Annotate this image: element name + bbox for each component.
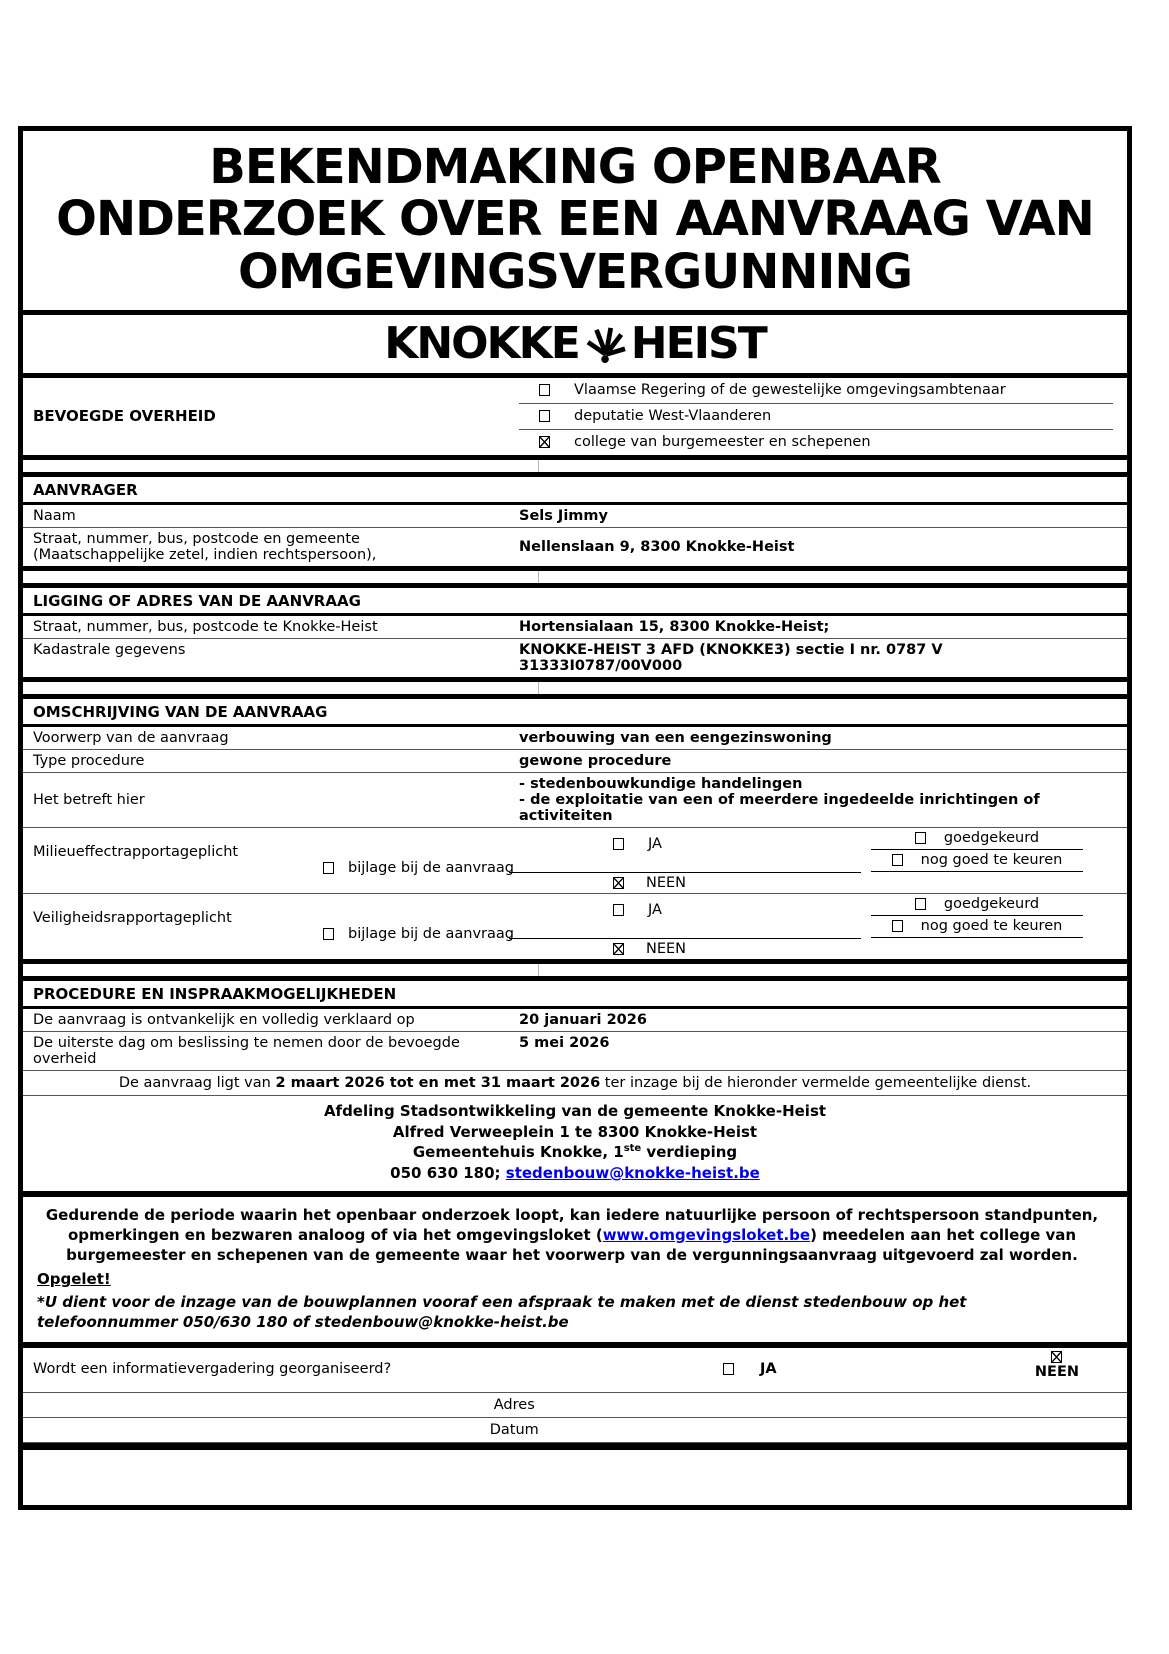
dienst-adres: Alfred Verweeplein 1 te 8300 Knokke-Heist [392, 1122, 758, 1141]
thick-divider [23, 1443, 1127, 1450]
option-deputatie [519, 403, 1113, 429]
table-row-informatievergadering [23, 1348, 1127, 1393]
adres-footer-label: Adres [493, 1397, 535, 1414]
approval-options [871, 828, 1083, 872]
checkbox [539, 410, 550, 422]
opgelet-label: Opgelet! [37, 1270, 111, 1289]
section-procedure [23, 981, 1127, 1191]
neen-label: NEEN [646, 940, 687, 957]
ja-label: JA [648, 901, 662, 918]
uiterste-value: 5 mei 2026 [519, 1034, 610, 1051]
notice-paragraph: Gedurende de periode waarin het openbaar onderzoek loopt, kan iedere natuurlijke persoon of rechtspersoon standpunten, opmerkingen en bezwaren analoog of via het omgevingsloket (www.omgevingsloket.be) meedelen aan het college van burgemeester en schepenen van de gemeente waar het voorwerp van de vergunningsaanvraag uitgevoerd zal worden. [45, 1205, 1099, 1265]
table-row-kadaster [23, 639, 1127, 677]
straat-value: Hortensialaan 15, 8300 Knokke-Heist; [519, 618, 830, 635]
adres-value: Nellenslaan 9, 8300 Knokke-Heist [519, 538, 795, 555]
voorwerp-value: verbouwing van een eengezinswoning [519, 729, 832, 746]
option-label: deputatie West-Vlaanderen [574, 408, 772, 425]
section-separator [23, 566, 1127, 588]
appointment-note: *U dient voor de inzage van de bouwplannen vooraf een afspraak te maken met de dienst stedenbouw op het telefoonnummer 050/630 180 of stedenbouw@knokke-heist.be [37, 1292, 967, 1331]
checkbox-neen-checked [613, 877, 624, 889]
form-outer-box [18, 126, 1132, 1510]
divider-line [509, 938, 861, 939]
section-separator [23, 455, 1127, 477]
straat-label: Straat, nummer, bus, postcode te Knokke-Heist [33, 618, 378, 635]
checkbox-neen-checked [613, 943, 624, 955]
seagull-icon [585, 326, 627, 368]
betreft-label: Het betreft hier [33, 791, 145, 808]
type-label: Type procedure [33, 752, 145, 769]
neen-group [613, 941, 686, 957]
option-goedgekeurd [871, 894, 1083, 916]
email-link[interactable]: stedenbouw@knokke-heist.be [505, 1164, 760, 1182]
kadaster-label: Kadastrale gegevens [33, 641, 186, 658]
option-nog-goed-te-keuren [871, 916, 1083, 938]
document-title [23, 131, 1127, 315]
vergadering-label: Wordt een informatievergadering georganiseerd? [33, 1361, 392, 1378]
option-nog-goed-te-keuren [871, 850, 1083, 872]
table-row-uiterste-dag [23, 1032, 1127, 1071]
betreft-value: - stedenbouwkundige handelingen - de exploitatie van een of meerdere ingedeelde inrichtingen of activiteiten [519, 775, 1040, 824]
section-separator [23, 959, 1127, 981]
table-row-ontvankelijk [23, 1009, 1127, 1032]
table-row-milieueffectrapportageplicht [23, 828, 1127, 894]
title-line-3: OMGEVINGSVERGUNNING [238, 243, 912, 300]
option-college [519, 429, 1113, 455]
procedure-header: PROCEDURE EN INSPRAAKMOGELIJKHEDEN [23, 981, 1127, 1009]
table-row-veiligheidsrapportageplicht [23, 894, 1127, 959]
section-ligging [23, 588, 1127, 677]
kadaster-value: KNOKKE-HEIST 3 AFD (KNOKKE3) sectie I nr. 0787 V 31333I0787/00V000 [519, 641, 943, 674]
gemeentelijke-dienst-block [23, 1096, 1127, 1191]
ja-group [723, 1361, 777, 1377]
checkbox [539, 384, 550, 396]
table-row-betreft [23, 773, 1127, 828]
option-label: goedgekeurd [943, 830, 1040, 847]
bijlage-group [323, 926, 514, 942]
table-row-type-procedure [23, 750, 1127, 773]
approval-options [871, 894, 1083, 938]
table-row-datum [23, 1418, 1127, 1443]
checkbox [892, 920, 903, 932]
voorwerp-label: Voorwerp van de aanvraag [33, 729, 229, 746]
ontvankelijk-label: De aanvraag is ontvankelijk en volledig verklaard op [33, 1011, 415, 1028]
naam-value: Sels Jimmy [519, 507, 608, 524]
dienst-locatie: Gemeentehuis Knokke, 1ste verdieping [412, 1143, 738, 1162]
divider-line [509, 872, 861, 873]
option-label: college van burgemeester en schepenen [574, 434, 871, 451]
title-line-1: BEKENDMAKING OPENBAAR [209, 139, 941, 195]
datum-footer-label: Datum [489, 1422, 539, 1439]
option-label: nog goed te keuren [920, 852, 1063, 869]
inzage-periode-line: De aanvraag ligt van 2 maart 2026 tot en met 31 maart 2026 ter inzage bij de hieronder vermelde gemeentelijke dienst. [23, 1071, 1127, 1096]
ja-group [613, 902, 662, 918]
section-bevoegde-overheid [23, 378, 1127, 455]
checkbox-bijlage [323, 928, 334, 940]
milieu-label: Milieueffectrapportageplicht [33, 843, 239, 860]
option-label: Vlaamse Regering of de gewestelijke omgevingsambtenaar [574, 382, 1006, 399]
adres-label: Straat, nummer, bus, postcode en gemeente (Maatschappelijke zetel, indien rechtspersoon), [33, 530, 377, 563]
ja-label: JA [648, 835, 662, 852]
checkbox [892, 854, 903, 866]
option-vlaamse-regering [519, 378, 1113, 403]
aanvrager-header: AANVRAGER [23, 477, 1127, 505]
table-row-naam [23, 505, 1127, 528]
bijlage-group [323, 860, 514, 876]
checkbox-ja [613, 838, 624, 850]
option-goedgekeurd [871, 828, 1083, 850]
type-value: gewone procedure [519, 752, 672, 769]
checkbox-bijlage [323, 862, 334, 874]
bijlage-label: bijlage bij de aanvraag [348, 925, 514, 942]
neen-label: NEEN [1034, 1364, 1079, 1381]
checkbox-ja [723, 1363, 734, 1375]
option-label: goedgekeurd [943, 896, 1040, 913]
table-row-adres [23, 1393, 1127, 1418]
ja-label: JA [760, 1361, 777, 1378]
section-separator [23, 677, 1127, 699]
logo-text-left: KNOKKE [384, 317, 579, 369]
section-aanvrager [23, 477, 1127, 566]
bijlage-label: bijlage bij de aanvraag [348, 859, 514, 876]
uiterste-label: De uiterste dag om beslissing te nemen door de bevoegde overheid [33, 1034, 460, 1067]
dienst-naam: Afdeling Stadsontwikkeling van de gemeente Knokke-Heist [323, 1101, 827, 1120]
municipality-logo [23, 315, 1127, 378]
table-row-adres-aanvrager [23, 528, 1127, 566]
ja-group [613, 836, 662, 852]
neen-group [1035, 1351, 1079, 1380]
inzage-dates: 2 maart 2026 tot en met 31 maart 2026 [275, 1074, 601, 1091]
naam-label: Naam [33, 507, 76, 524]
empty-area [23, 1450, 1127, 1505]
dienst-contact: 050 630 180; stedenbouw@knokke-heist.be [390, 1164, 760, 1182]
table-row-voorwerp [23, 727, 1127, 750]
title-line-2: ONDERZOEK OVER EEN AANVRAAG VAN [56, 191, 1094, 248]
neen-group [613, 875, 686, 891]
neen-label: NEEN [646, 874, 687, 891]
option-label: nog goed te keuren [920, 918, 1063, 935]
ligging-header: LIGGING OF ADRES VAN DE AANVRAAG [23, 588, 1127, 616]
checkbox [915, 832, 926, 844]
public-inquiry-notice [23, 1197, 1127, 1343]
bevoegde-overheid-label: BEVOEGDE OVERHEID [33, 407, 216, 426]
table-row-straat [23, 616, 1127, 639]
checkbox-neen-checked [1051, 1351, 1062, 1363]
section-omschrijving [23, 699, 1127, 959]
checkbox [915, 898, 926, 910]
logo-text-right: HEIST [630, 317, 766, 369]
veiligheid-label: Veiligheidsrapportageplicht [33, 909, 232, 926]
bevoegde-overheid-options [519, 378, 1113, 455]
omschrijving-header: OMSCHRIJVING VAN DE AANVRAAG [23, 699, 1127, 727]
ontvankelijk-value: 20 januari 2026 [519, 1011, 647, 1028]
checkbox-checked [539, 436, 550, 448]
checkbox-ja [613, 904, 624, 916]
omgevingsloket-link[interactable]: www.omgevingsloket.be [602, 1225, 811, 1244]
